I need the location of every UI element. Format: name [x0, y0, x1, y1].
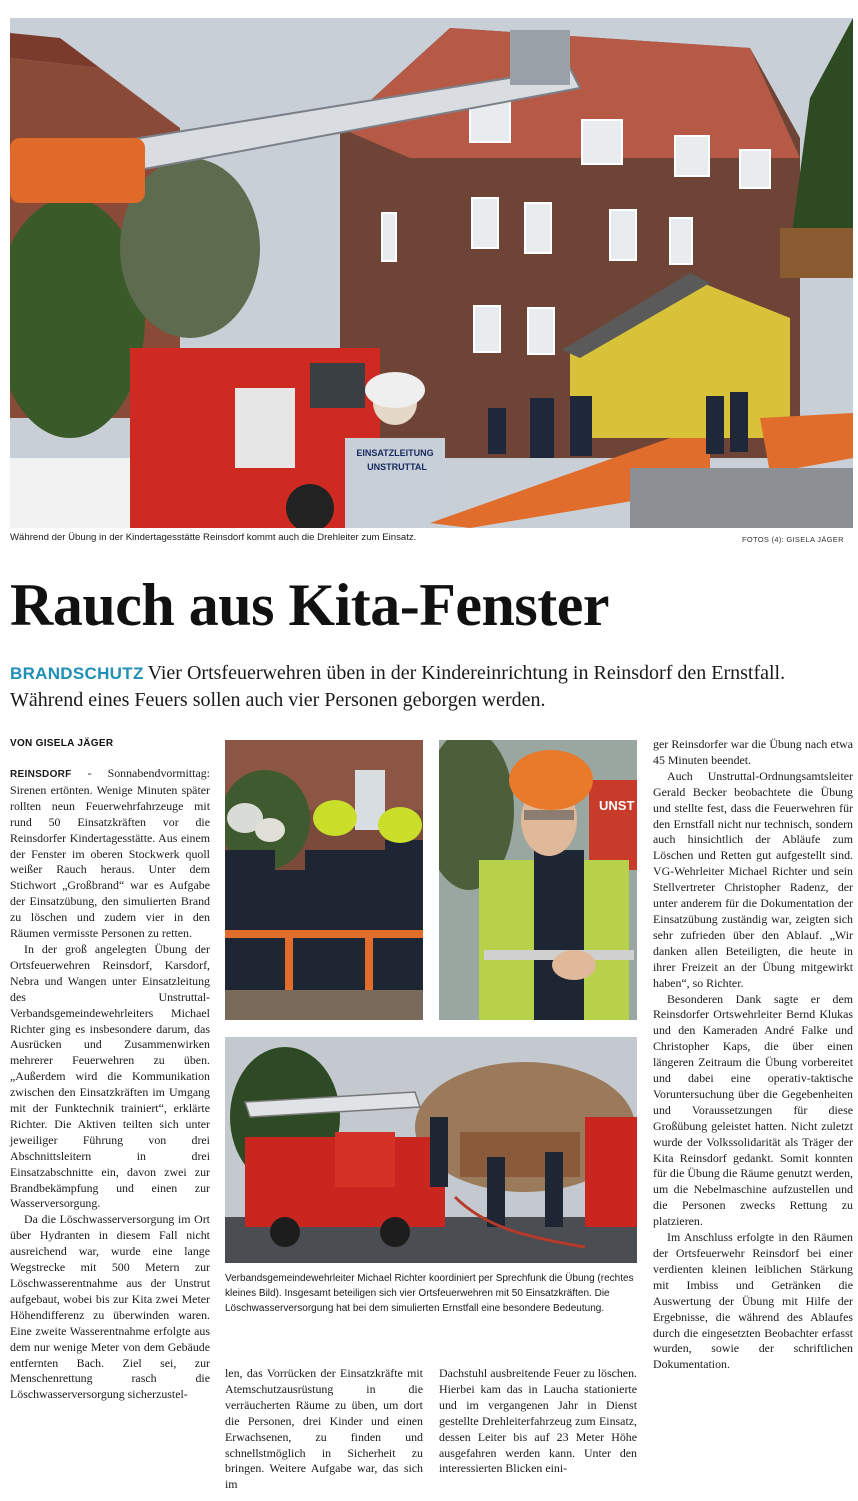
col4-paragraph-1: ger Reinsdorfer war die Übung nach etwa 45 Minuten beendet. — [653, 737, 853, 767]
main-photo-caption: Während der Übung in der Kindertagesstätte Reinsdorf kommt auch die Drehleiter zum Einsatz. — [10, 532, 417, 543]
dateline: REINSDORF — [10, 769, 72, 780]
article-column-3 — [439, 1366, 637, 1477]
vest-text-line2: UNSTRUTTAL — [367, 462, 427, 472]
firefighters-photo — [225, 740, 423, 1020]
ladder-truck-photo — [225, 1037, 637, 1263]
col4-paragraph-4: Im Anschluss erfolgte in den Räumen der Ortsfeuerwehr Reinsdorf bei einer verdienten kleinen leiblichen Stärkung mit Imbiss und Getränken die Auswertung der Übung mit Hilfe der Ergebnisse, die während des Ablaufes durch die eingesetzten Beobachter erfasst wurden, sowie der schriftlichen Dokumentation. — [653, 1230, 853, 1372]
article-column-4 — [653, 737, 853, 1497]
column-3-text: Dachstuhl ausbreitende Feuer zu löschen. Hierbei kam das in Laucha stationierte und im vergangenen Jahr in Dienst gestellte Drehleiterfahrzeug zum Einsatz, dessen Leiter bis auf 23 Meter Höhe ausgefahren werden kann. Unter den interessierten Blicken eini- — [439, 1366, 637, 1476]
article-column-2 — [225, 1366, 423, 1493]
lower-photo-caption: Verbandsgemeindewehrleiter Michael Richter koordiniert per Sprechfunk die Übung (rechtes kleines Bild). Insgesamt beteiligen sich vier Ortsfeuerwehren mit 50 Einsatzkräften. Die Löschwasserversorgung hat bei dem simulierten Ernstfall eine besondere Bedeutung. — [225, 1273, 634, 1314]
topic-kicker: BRANDSCHUTZ — [10, 664, 144, 683]
byline: VON GISELA JÄGER — [10, 738, 114, 749]
photo-credit: FOTOS (4): GISELA JÄGER — [742, 535, 844, 544]
main-photo — [10, 18, 853, 528]
col4-paragraph-3: Besonderen Dank sagte er dem Reinsdorfer Ortswehrleiter Bernd Klukas und den Kameraden André Falke und Christopher Kaps, die über einen längeren Zeitraum die Übung vorbereitet und dabei eine operativ-taktische Voruntersuchung über die Gegebenheiten und Voraussetzungen für diese Großübung geleistet hatten. Nicht zuletzt wurde der Volkssolidarität als Träger der Kita Reinsdorf gedankt. Somit konnten für die Übung die Räume genutzt werden, um die Nebelmaschine aufzustellen und die Personen zwecks Rettung zu platzieren. — [653, 991, 853, 1229]
paragraph-3: Da die Löschwasserversorgung im Ort über Hydranten in diesem Fall nicht ausreichend war, wurde eine lange Wegstrecke mit 500 Metern zur Löschwasserentnahme aus der Unstrut aufgebaut, wobei bis zur Kita zwei Meter Höhendifferenz zu überwinden waren. Eine zweite Wasserentnahme erfolgte aus dem nur wenige Meter von dem Gebäude entfernten Bach. Ziel sei, zur Menschenrettung rasch die Löschwasserversorgung sicherzustel- — [10, 1212, 210, 1402]
headline: Rauch aus Kita-Fenster — [10, 572, 609, 638]
article-column-1 — [10, 766, 210, 1496]
paragraph-2: In der groß angelegten Übung der Ortsfeuerwehren Reinsdorf, Karsdorf, Nebra und Wangen unter Einsatzleitung des Unstruttal-Verbandsgemeindewehrleiters Michael Richter ging es insbesondere darum, das Ausrücken und Zusammenwirken mehrerer Feuerwehren zu üben. „Außerdem wird die Kommunikation zwischen den Einsatzkräften im Umgang mit der Funktechnik trainiert“, erklärte Richter. Die Aktiven teilten sich unter jeweiliger Führung von drei Abschnittsleitern in drei Einsatzabschnitte ein, davon zwei zur Brandbekämpfung und einen zur Wasserversorgung. — [10, 941, 210, 1211]
lead-paragraph — [10, 660, 850, 713]
paragraph-1: REINSDORF - Sonnabendvormittag: Sirenen ertönten. Wenige Minuten später rollten neun Feuerwehrfahrzeuge mit rund 50 Einsatzkräften vor die Reinsdorfer Kindertagesstätte. Aus einem der Fenster im oberen Stockwerk quoll weißer Rauch heraus. Unter dem Stichwort „Großbrand“ war es Aufgabe der Einsatzübung, den simulierten Brand zu löschen und zudem vier in den Räumen vermisste Personen zu retten. — [10, 766, 210, 941]
vest-text-line1: EINSATZLEITUNG — [356, 448, 434, 458]
lead-text: Vier Ortsfeuerwehren üben in der Kindereinrichtung in Reinsdorf den Ernstfall. Während eines Feuers sollen auch vier Personen geborgen werden. — [10, 662, 786, 711]
truck-text: UNST — [599, 798, 635, 813]
radio-photo — [439, 740, 637, 1020]
col4-paragraph-2: Auch Unstruttal-Ordnungsamtsleiter Gerald Becker beobachtete die Übung und stellte fest, dass die Feuerwehren für den Ernstfall nicht nur technisch, sondern auch hinsichtlich der Abläufe zum Löschen und Retten gut aufgestellt sind. VG-Wehrleiter Michael Richter und sein Stellvertreter Christopher Radenz, der unter anderem für die Dokumentation der Einsatzübung zuständig war, zeigten sich sehr zufrieden über den Ablauf. „Wir danken allen Beteiligten, die heute in ihrer Freizeit an der Übung mitgewirkt haben“, so Richter. — [653, 768, 853, 990]
column-2-text: len, das Vorrücken der Einsatzkräfte mit Atemschutzausrüstung in die verräucherten Räume zu üben, um dort die Personen, drei Kinder und einen Erwachsenen, zu finden und schnellstmöglich in Sicherheit zu bringen. Weitere Aufgabe war, das sich im — [225, 1366, 423, 1492]
